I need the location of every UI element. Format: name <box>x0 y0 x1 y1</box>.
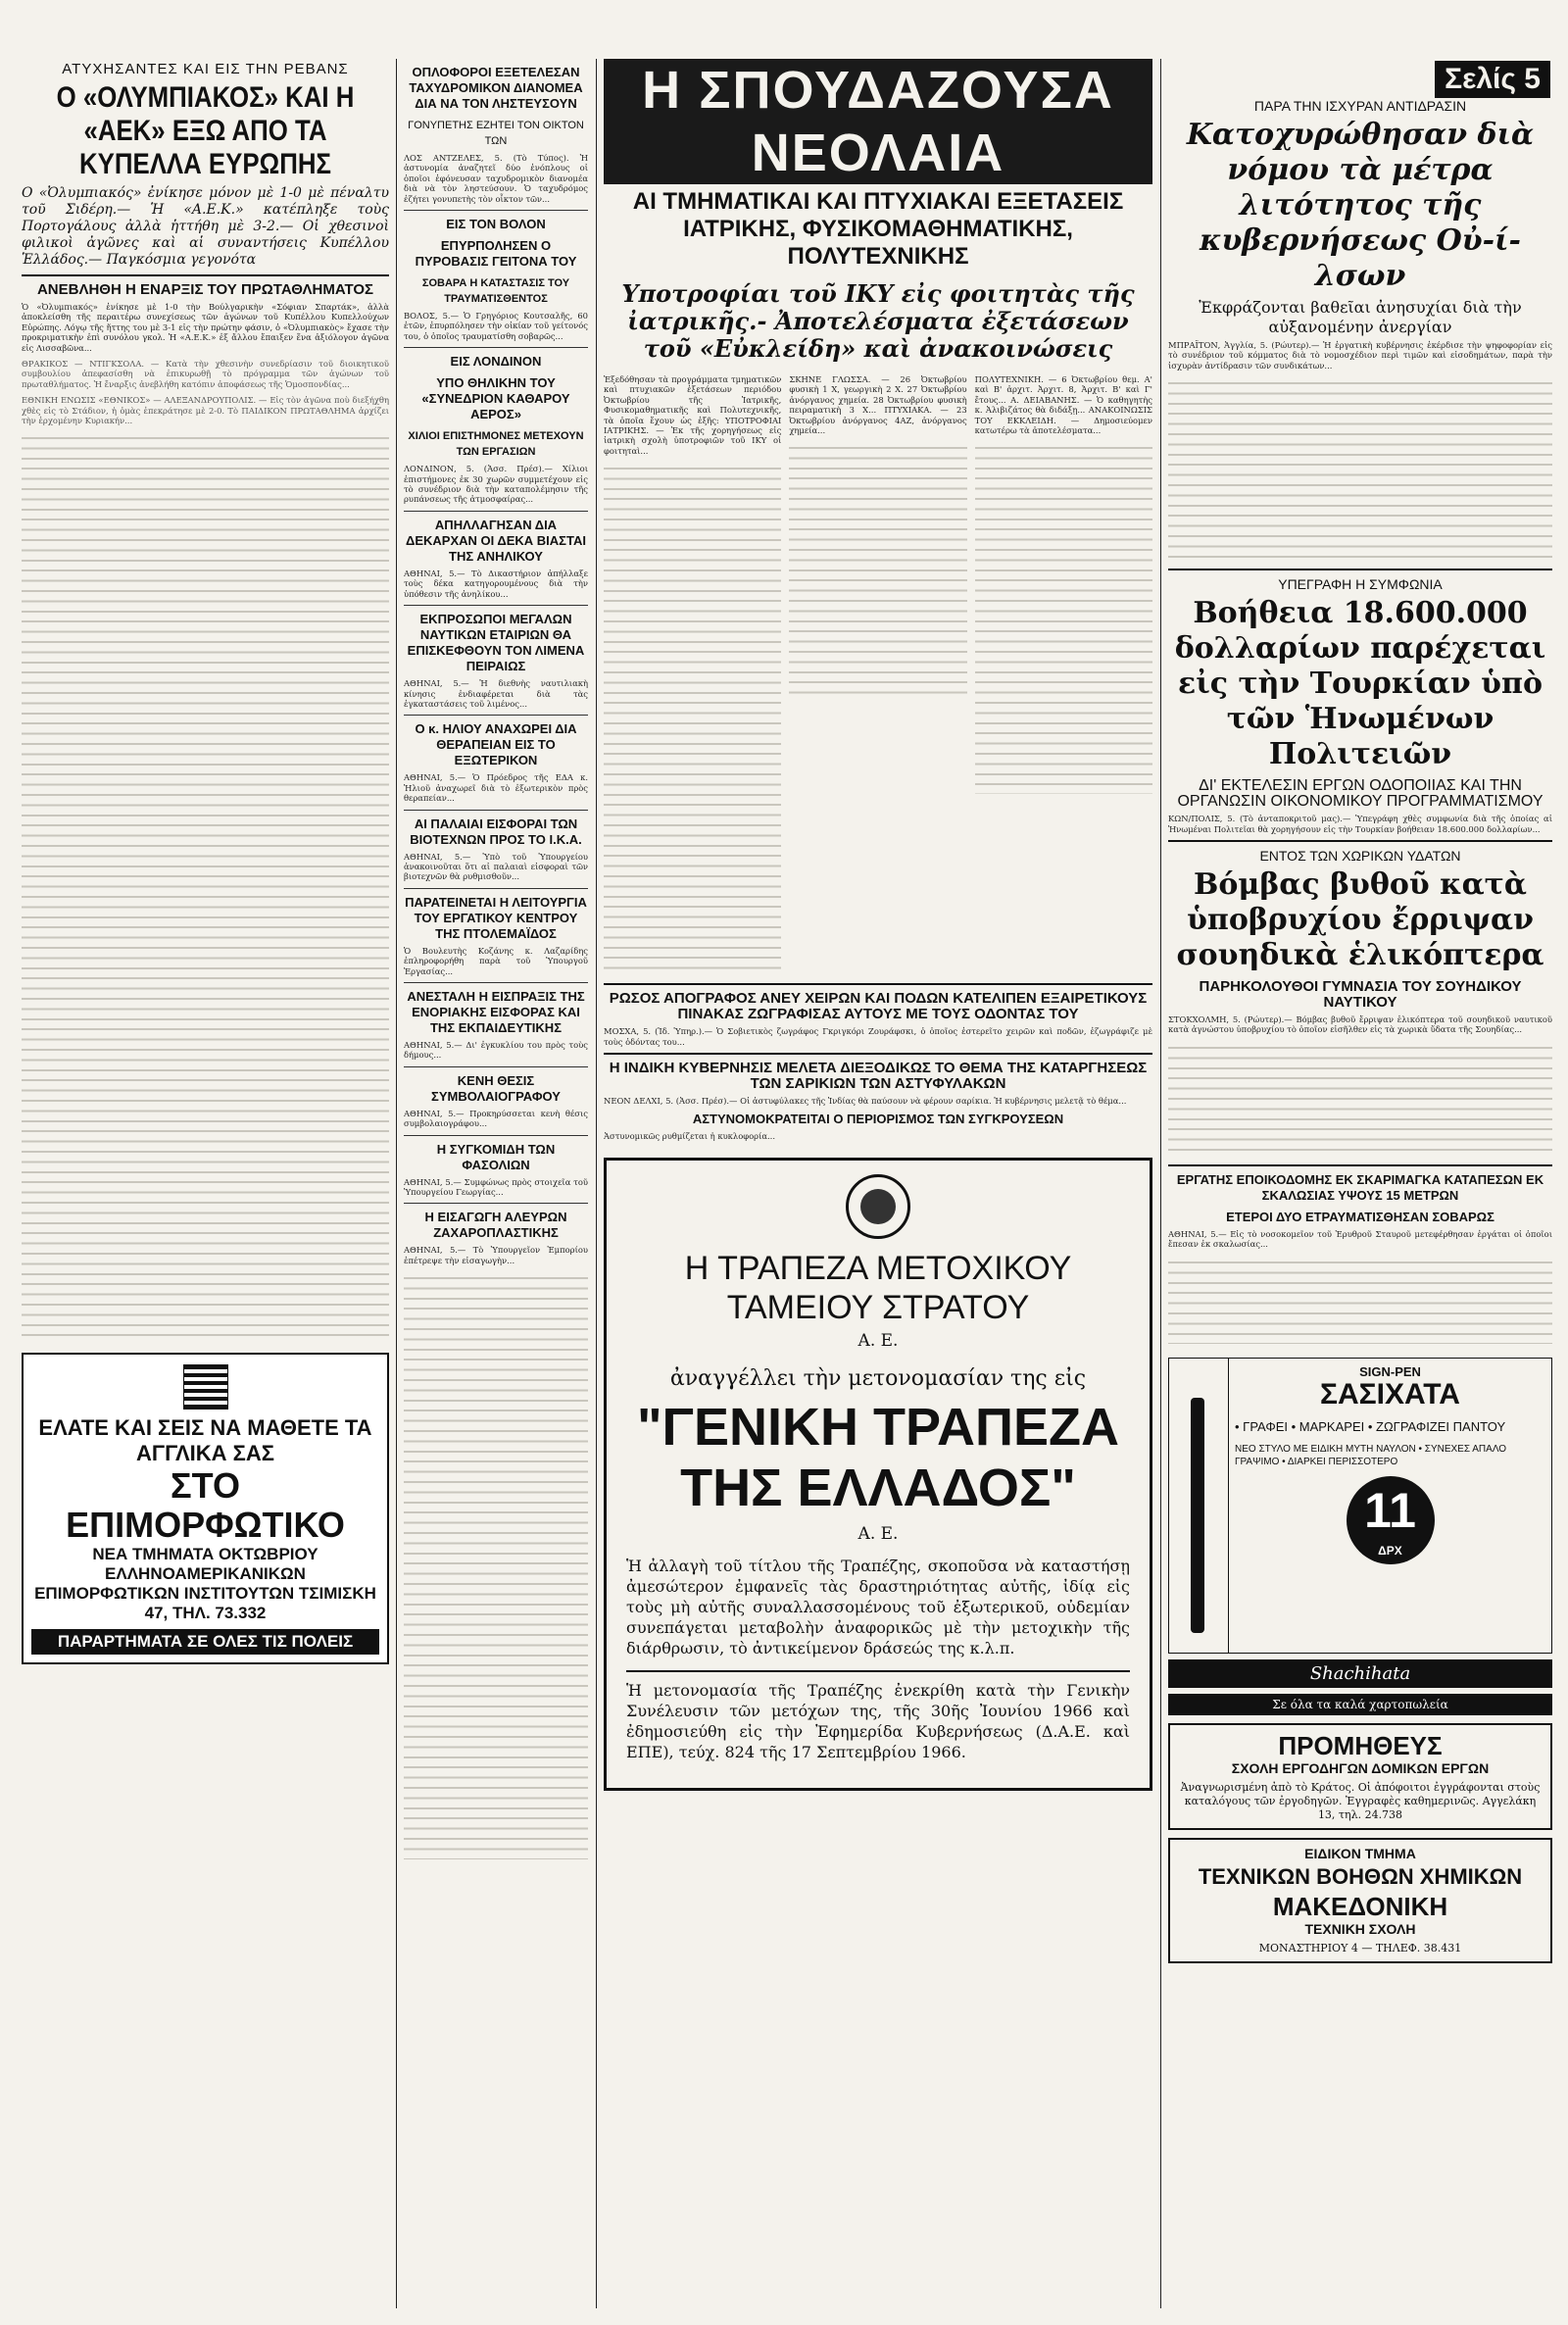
ad-title: ΠΡΟΜΗΘΕΥΣ <box>1278 1730 1443 1760</box>
divider <box>404 1203 588 1204</box>
pen-illustration <box>1169 1359 1229 1653</box>
article-body: ΜΠΡΑΪΤΟΝ, Ἀγγλία, 5. (Ρώυτερ).— Ἡ ἐργατικὴ κυβέρνησις ἐκέρδισε τὴν ψηφοφορίαν εἰς τὸ συνέδριον τοῦ κόμματος διὰ τὸ νομοσχέδιον περὶ τιμῶν καὶ εἰσοδημάτων, παρὰ τὴν ἰσχυρὰν ἀντίδρασιν τῶν συνδικάτων... <box>1168 340 1552 371</box>
divider <box>404 888 588 889</box>
article-body: ΚΩΝ/ΠΟΛΙΣ, 5. (Τὸ ἀνταποκριτοῦ μας).— Ὑπεγράφη χθὲς συμφωνία διὰ τῆς ὁποίας αἱ Ἡνωμέναι Πολιτεῖαι θὰ χορηγήσουν εἰς τὴν Τουρκίαν βοήθειαν 18.600.000 δολλαρίων... <box>1168 814 1552 834</box>
ad-bank-rename <box>604 1158 1152 1791</box>
ad-sign-pen <box>1168 1358 1552 1654</box>
divider <box>404 605 588 606</box>
article-body: ΕΘΝΙΚΗ ΕΝΩΣΙΣ «ΕΘΝΙΚΟΣ» — ΑΛΕΞΑΝΔΡΟΥΠΟΛΙΣ. — Εἰς τὸν ἀγῶνα ποὺ διεξήχθη χθὲς εἰς τὸ Στάδιον, ἡ ὁμὰς ἐπεκράτησε μὲ 2-0. Τὸ ΠΑΙΔΙΚΟΝ ΠΡΩΤΑΘΛΗΜΑ ἀρχίζει τὴν ἐρχομένην Κυριακήν... <box>22 395 389 426</box>
kicker: ΕΙΣ ΤΟΝ ΒΟΛΟΝ <box>446 217 546 232</box>
article-body: ΑΘΗΝΑΙ, 5.— Ὁ Πρόεδρος τῆς ΕΔΑ κ. Ἠλιοῦ ἀναχωρεῖ διὰ τὸ ἐξωτερικὸν πρὸς θεραπείαν... <box>404 772 588 804</box>
article-body: Ἐξεδόθησαν τὰ προγράμματα τμηματικῶν καὶ πτυχιακῶν ἐξετάσεων περιόδου Ὀκτωβρίου τῆς Ἰατρικῆς, Φυσικομαθηματικῆς καὶ Πολυτεχνικῆς, τὰ ὁποῖα ἔχουν ὡς ἑξῆς: ΥΠΟΤΡΟΦΙΑΙ ΙΑΤΡΙΚΗΣ. — Ἐκ τῆς χορηγήσεως εἰς ἰατρικὴ σχολὴ ὑποτροφιῶν τοῦ ΙΚΥ οἱ φοιτηταὶ... <box>604 374 782 456</box>
divider <box>404 810 588 811</box>
divider <box>404 511 588 512</box>
article-body: ΘΡΑΚΙΚΟΣ — ΝΤΙΓΚΣΟΛΑ. — Κατὰ τὴν χθεσινὴν συνεδρίασιν τοῦ διοικητικοῦ συμβουλίου ἀπεφασίσθη νὰ ἐπικυρωθῇ τὸ πρόγραμμα τῶν ἀγώνων τοῦ πρωταθλήματος. Ἡ ἔναρξις ἀνεβλήθη κατόπιν ἀποφάσεως τῆς Ὁμοσπονδίας... <box>22 359 389 389</box>
article-body: ΑΘΗΝΑΙ, 5.— Τὸ Δικαστήριον ἀπήλλαξε τοὺς δέκα κατηγορουμένους διὰ τὴν ὑπόθεσιν τῆς ἀνηλίκου... <box>404 568 588 599</box>
divider <box>404 715 588 716</box>
headline: Ο κ. ΗΛΙΟΥ ΑΝΑΧΩΡΕΙ ΔΙΑ ΘΕΡΑΠΕΙΑΝ ΕΙΣ ΤΟ ΕΞΩΤΕΡΙΚΟΝ <box>415 721 577 768</box>
divider <box>404 1135 588 1136</box>
divider <box>1168 1164 1552 1166</box>
ad-list: • ΓΡΑΦΕΙ • ΜΑΡΚΑΡΕΙ • ΖΩΓΡΑΦΙΖΕΙ ΠΑΝΤΟΥ <box>1235 1418 1506 1434</box>
headline: ΠΑΡΑΤΕΙΝΕΤΑΙ Η ΛΕΙΤΟΥΡΓΙΑ ΤΟΥ ΕΡΓΑΤΙΚΟΥ ΚΕΝΤΡΟΥ ΤΗΣ ΠΤΟΛΕΜΑΪΔΟΣ <box>405 894 587 941</box>
divider <box>404 1066 588 1067</box>
article-text-block <box>789 441 966 696</box>
column-sports <box>22 59 389 2308</box>
article-text-block <box>1168 1256 1552 1344</box>
article-body: ΠΟΛΥΤΕΧΝΙΚΗ. — 6 Ὀκτωβρίου θεμ. Α' καὶ Β' ἀρχιτ. Ἀρχιτ. 8, Ἀρχιτ. Β' καὶ Γ' ἔτους... Α. ΔΕΙΑΒΑΝΗΣ. — Ὁ καθηγητὴς κ. Ἀλιβιζάτος θὰ διδάξῃ... ΑΝΑΚΟΙΝΩΣΙΣ ΤΟΥ ΕΚΚΛΕΙΔΗ. — Δημοσιεύομεν κατωτέρω τὰ ἀποτελέσματα... <box>974 374 1152 436</box>
article-body: ΑΘΗΝΑΙ, 5.— Ἡ διεθνὴς ναυτιλιακὴ κίνησις ἐνδιαφέρεται διὰ τὰς ἐγκαταστάσεις τοῦ λιμένος... <box>404 678 588 709</box>
article-body: ΑΘΗΝΑΙ, 5.— Εἰς τὸ νοσοκομεῖον τοῦ Ἐρυθροῦ Σταυροῦ μετεφέρθησαν ἐργάται οἱ ὁποῖοι ἔπεσαν ἐκ σκαλωσίας... <box>1168 1228 1552 1250</box>
ad-line: ΝΕΑ ΤΜΗΜΑΤΑ ΟΚΤΩΒΡΙΟΥ ΕΛΛΗΝΟΑΜΕΡΙΚΑΝΙΚΩΝ ΕΠΙΜΟΡΦΩΤΙΚΩΝ ΙΝΣΤΙΤΟΥΤΩΝ ΤΣΙΜΙΣΚΗ 47, ΤΗΛ. 73.332 <box>34 1545 376 1623</box>
ad-new-bank-name: "ΓΕΝΙΚΗ ΤΡΑΠΕΖΑ ΤΗΣ ΕΛΛΑΔΟΣ" <box>636 1397 1120 1517</box>
article-text-block <box>604 462 781 971</box>
kicker: ΕΙΣ ΛΟΝΔΙΝΟΝ <box>450 354 542 370</box>
ad-subtitle: ΣΧΟΛΗ ΕΡΓΟΔΗΓΩΝ ΔΟΜΙΚΩΝ ΕΡΓΩΝ <box>1231 1759 1490 1776</box>
divider <box>22 274 389 276</box>
article-text-block <box>22 431 389 1343</box>
article-body: ΑΘΗΝΑΙ, 5.— Ὑπὸ τοῦ Ὑπουργείου ἀνακοινοῦται ὅτι αἱ παλαιαὶ εἰσφοραὶ τῶν βιοτεχνῶν θὰ ρυθμισθοῦν... <box>404 851 588 882</box>
column-rule <box>1160 59 1161 2308</box>
price-unit: ΔΡΧ <box>1378 1543 1402 1558</box>
pen-icon <box>1191 1398 1204 1633</box>
ad-title: ΣΤΟ ΕΠΙΜΟΡΦΩΤΙΚΟ <box>66 1465 345 1546</box>
ad-title: ΤΕΧΝΙΚΩΝ ΒΟΗΘΩΝ ΧΗΜΙΚΩΝ <box>1198 1863 1523 1889</box>
headline: ΕΠΥΡΠΟΛΗΣΕΝ Ο ΠΥΡΟΒΑΣΙΣ ΓΕΙΤΟΝΑ ΤΟΥ <box>415 238 577 270</box>
ad-footer: ΠΑΡΑΡΤΗΜΑΤΑ ΣΕ ΟΛΕΣ ΤΙΣ ΠΟΛΕΙΣ <box>31 1629 379 1655</box>
price-badge <box>1347 1476 1435 1564</box>
headline: ΟΠΛΟΦΟΡΟΙ ΕΞΕΤΕΛΕΣΑΝ ΤΑΧΥΔΡΟΜΙΚΟΝ ΔΙΑΝΟΜΕΑ ΔΙΑ ΝΑ ΤΟΝ ΛΗΣΤΕΥΣΟΥΝ <box>409 65 583 111</box>
ad-paragraph: Ἡ μετονομασία τῆς Τραπέζης ἐνεκρίθη κατὰ τὴν Γενικὴν Συνέλευσιν τῶν μετόχων της, τῆς 30ῆς Ἰουνίου 1966 καὶ ἐδημοσιεύθη εἰς τὴν Ἐφημερίδα Κυβερνήσεως (Δ.Α.Ε. καὶ ΕΠΕ), τεύχ. 824 τῆς 17 Σεπτεμβρίου 1966. <box>626 1670 1130 1762</box>
divider <box>604 1053 1152 1055</box>
article-text-block <box>975 441 1152 794</box>
article-body: ΑΘΗΝΑΙ, 5.— Συμφώνως πρὸς στοιχεῖα τοῦ Ὑπουργείου Γεωργίας... <box>404 1176 588 1197</box>
ad-suffix: Α. Ε. <box>858 1523 899 1544</box>
kicker: ΥΠΕΓΡΑΦΗ Η ΣΥΜΦΩΝΙΑ <box>1278 576 1443 593</box>
sub-headline: ΧΙΛΙΟΙ ΕΠΙΣΤΗΜΟΝΕΣ ΜΕΤΕΧΟΥΝ ΤΩΝ ΕΡΓΑΣΙΩΝ <box>408 430 584 459</box>
kicker: ΕΝΤΟΣ ΤΩΝ ΧΩΡΙΚΩΝ ΥΔΑΤΩΝ <box>1259 848 1461 865</box>
ad-paragraph: Ἡ ἀλλαγὴ τοῦ τίτλου τῆς Τραπέζης, σκοποῦσα νὰ καταστήσῃ ἀμεσώτερον ἐμφανεῖς τὰς δραστηριότητας αὐτῆς, ἰδίᾳ εἰς τοὺς μὴ αὐτῆς συναλλασσομένους τοῦ ἐξωτερικοῦ, οὐδεμίαν συνεπάγεται μεταβολὴν ἀναφορικῶς μὲ τὴν μετοχικὴν τῆς διάρθρωσιν, τὸ ἀντικείμενον δράσεώς της κ.λ.π. <box>626 1556 1130 1657</box>
headline: Η ΣΥΓΚΟΜΙΔΗ ΤΩΝ ΦΑΣΟΛΙΩΝ <box>436 1141 556 1172</box>
headline: ΑΙ ΠΑΛΑΙΑΙ ΕΙΣΦΟΡΑΙ ΤΩΝ ΒΙΟΤΕΧΝΩΝ ΠΡΟΣ ΤΟ Ι.Κ.Α. <box>410 816 582 847</box>
kicker: ΓΟΝΥΠΕΤΗΣ ΕΖΗΤΕΙ ΤΟΝ ΟΙΚΤΟΝ ΤΩΝ <box>408 120 584 147</box>
sub-headline: ΠΑΡΗΚΟΛΟΥΘΟΙ ΓΥΜΝΑΣΙΑ ΤΟΥ ΣΟΥΗΔΙΚΟΥ ΝΑΥΤΙΚΟΥ <box>1199 978 1522 1012</box>
headline-russian-painter: ΡΩΣΟΣ ΑΠΟΓΡΑΦΟΣ ΑΝΕΥ ΧΕΙΡΩΝ ΚΑΙ ΠΟΔΩΝ ΚΑΤΕΛΙΠΕΝ ΕΞΑΙΡΕΤΙΚΟΥΣ ΠΙΝΑΚΑΣ ΖΩΓΡΑΦΙΣΑΣ ΑΥΤΟΥΣ ΜΕ ΤΟΥΣ ΟΔΟΝΤΑΣ ΤΟΥ <box>609 990 1148 1023</box>
ad-school-name: ΜΑΚΕΔΟΝΙΚΗ <box>1272 1891 1448 1921</box>
article-body: ΜΟΣΧΑ, 5. (Ἰδ. Ὑπηρ.).— Ὁ Σοβιετικὸς ζωγράφος Γκριγκόρι Ζουράφσκι, ὁ ὁποῖος ἐστερεῖτο χειρῶν καὶ ποδῶν, ἐζωγράφιζε μὲ τοὺς ὀδόντας του... <box>604 1026 1152 1047</box>
article-text-block <box>404 1271 588 1859</box>
sub-headline: ΑΝΕΒΛΗΘΗ Η ΕΝΑΡΞΙΣ ΤΟΥ ΠΡΩΤΑΘΛΗΜΑΤΟΣ <box>36 281 374 298</box>
column-world-news <box>1168 59 1552 2308</box>
sub-headline: ΣΟΒΑΡΑ Η ΚΑΤΑΣΤΑΣΙΣ ΤΟΥ ΤΡΑΥΜΑΤΙΣΘΕΝΤΟΣ <box>421 277 570 306</box>
price-value: 11 <box>1364 1482 1416 1538</box>
article-body: ΣΤΟΚΧΟΛΜΗ, 5. (Ρώυτερ).— Βόμβας βυθοῦ ἔρριψαν ἑλικόπτερα τοῦ σουηδικοῦ ναυτικοῦ κατὰ ἀγνώστου ὑποβρυχίου τὸ ὁποῖον εἰσῆλθεν εἰς τὰ χωρικὰ ὕδατα τῆς Σουηδίας... <box>1168 1014 1552 1035</box>
article-body: ΣΚΗΝΕ ΓΛΩΣΣΑ. — 26 Ὀκτωβρίου φυσικὴ 1 Χ, γεωργικὴ 2 Χ. 27 Ὀκτωβρίου ἀνόργανος χημεία. 28 Ὀκτωβρίου φυσικὴ πειραματικὴ 3 Χ... ΠΤΥΧΙΑΚΑ. — 23 Ὀκτωβρίου ἀνόργανος 4ΑΖ, ἀνόργανος χημεία... <box>789 374 967 436</box>
article-body: Ὁ «Ὀλυμπιακός» ἐνίκησε μὲ 1-0 τὴν Βούλγαρικὴν «Σόφιαν Σπαρτάκ», ἀλλὰ ἀποκλείσθη τῆς περαιτέρω συνεχίσεως τῶν ἀγώνων τοῦ Κυπέλλου Κυπελλούχων Εὐρώπης. Λόγῳ τῆς ἥττης του μὲ 3-1 εἰς τὴν πρώτην φάσιν, ὁ «Ὀλυμπιακὸς» ἔχασε τὴν προκριματικὴν ἐπὶ συνόλου γκολ. Ἡ «Α.Ε.Κ.» ἐξ ἄλλου ἔπαιξεν ἕνα ἀξιόλογον ἀγῶνα εἰς Λισσαβῶνα... <box>22 302 389 353</box>
article-body: ΛΟΣ ΑΝΤΖΕΛΕΣ, 5. (Τὸ Τύπος). Ἡ ἀστυνομία ἀναζητεῖ δύο ἐνόπλους οἱ ὁποῖοι ἐφόνευσαν ταχυδρομικὸν διανομέα διὰ νὰ τὸν ληστεύσουν. Ὁ ταχυδρόμος ἐζήτει γονυπετὴς τὸν οἶκτον τῶν... <box>404 153 588 204</box>
kicker: ΑΤΥΧΗΣΑΝΤΕΣ ΚΑΙ ΕΙΣ ΤΗΝ ΡΕΒΑΝΣ <box>62 61 349 77</box>
divider <box>1168 840 1552 842</box>
headline-turkey-aid: Βοήθεια 18.600.000 δολλαρίων παρέχεται εἰς τὴν Τουρκίαν ὑπὸ τῶν Ἡνωμένων Πολιτειῶν <box>1174 596 1546 772</box>
divider <box>404 347 588 348</box>
flag-icon <box>183 1364 228 1410</box>
bank-seal-icon <box>846 1174 910 1239</box>
lede: Ο «Ὀλυμπιακός» ἐνίκησε μόνον μὲ 1-0 μὲ πέναλτυ τοῦ Σιδέρη.— Ἡ «Α.Ε.Κ.» κατέπληξε τοὺς Πορτογάλους ἀλλὰ ἡττήθη μὲ 3-2.— Οἱ χθεσινοὶ φιλικοὶ ἀγῶνες καὶ αἱ συναντήσεις Κυπέλλου Ἑλλάδος.— Παγκόσμια γεγονότα <box>22 185 389 268</box>
page-number-tag: Σελίς 5 <box>1435 61 1550 98</box>
headline-india: Η ΙΝΔΙΚΗ ΚΥΒΕΡΝΗΣΙΣ ΜΕΛΕΤΑ ΔΙΕΞΟΔΙΚΩΣ ΤΟ ΘΕΜΑ ΤΗΣ ΚΑΤΑΡΓΗΣΕΩΣ ΤΩΝ ΣΑΡΙΚΙΩΝ ΤΩΝ ΑΣΤΥΦΥΛΑΚΩΝ <box>609 1060 1148 1093</box>
ad-kicker: ΕΙΔΙΚΟΝ ΤΜΗΜΑ <box>1304 1845 1416 1861</box>
column-rule <box>596 59 597 2308</box>
column-rule <box>396 59 397 2308</box>
headline-swedish-helicopters: Βόμβας βυθοῦ κατὰ ὑποβρυχίου ἔρριψαν σουηδικὰ ἑλικόπτερα <box>1176 867 1544 973</box>
column-news-briefs <box>404 59 588 2308</box>
ad-address: ΜΟΝΑΣΤΗΡΙΟΥ 4 — ΤΗΛΕΦ. 38.431 <box>1258 1941 1462 1954</box>
ad-makedoniki-school <box>1168 1838 1552 1963</box>
sub-headline: ΕΤΕΡΟΙ ΔΥΟ ΕΤΡΑΥΜΑΤΙΣΘΗΣΑΝ ΣΟΒΑΡΩΣ <box>1226 1209 1494 1224</box>
ad-suffix: Α. Ε. <box>858 1330 899 1351</box>
headline: Η ΕΙΣΑΓΩΓΗ ΑΛΕΥΡΩΝ ΖΑΧΑΡΟΠΛΑΣΤΙΚΗΣ <box>424 1210 567 1241</box>
article-body: Ἀστυνομικῶς ρυθμίζεται ἡ κυκλοφορία... <box>604 1131 776 1142</box>
headline: ΑΣΤΥΝΟΜΟΚΡΑΤΕΙΤΑΙ Ο ΠΕΡΙΟΡΙΣΜΟΣ ΤΩΝ ΣΥΓΚΡΟΥΣΕΩΝ <box>692 1112 1064 1127</box>
headline: ΑΠΗΛΛΑΓΗΣΑΝ ΔΙΑ ΔΕΚΑΡΧΑΝ ΟΙ ΔΕΚΑ ΒΙΑΣΤΑΙ ΤΗΣ ΑΝΗΛΙΚΟΥ <box>406 517 586 564</box>
headline: ΑΝΕΣΤΑΛΗ Η ΕΙΣΠΡΑΞΙΣ ΤΗΣ ΕΝΟΡΙΑΚΗΣ ΕΙΣΦΟΡΑΣ ΚΑΙ ΤΗΣ ΕΚΠΑΙΔΕΥΤΙΚΗΣ <box>407 988 585 1035</box>
ad-bank-name: Η ΤΡΑΠΕΖΑ ΜΕΤΟΧΙΚΟΥ ΤΑΜΕΙΟΥ ΣΤΡΑΤΟΥ <box>684 1249 1072 1326</box>
ad-footer: Σε όλα τα καλά χαρτοπωλεία <box>1168 1694 1552 1715</box>
article-body: ΑΘΗΝΑΙ, 5.— Τὸ Ὑπουργεῖον Ἐμπορίου ἐπέτρεψε τὴν εἰσαγωγὴν... <box>404 1245 588 1265</box>
section-headline: Υποτροφίαι τοῦ ΙΚΥ εἰς φοιτητὰς τῆς ἰατρικῆς.- Ἀποτελέσματα ἐξετάσεων τοῦ «Εὐκλείδη» καὶ ἀνακοινώσεις <box>621 279 1135 363</box>
ad-english-school <box>22 1353 389 1664</box>
article-body: ΒΟΛΟΣ, 5.— Ὁ Γρηγόριος Κουτσαλῆς, 60 ἐτῶν, ἐπυρπόλησεν τὴν οἰκίαν τοῦ γείτονός του, ὁ ὁποῖος τραυματίσθη σοβαρῶς... <box>404 311 588 341</box>
ad-kicker: SIGN-PEN <box>1359 1363 1421 1379</box>
banner-subtitle: ΑΙ ΤΜΗΜΑΤΙΚΑΙ ΚΑΙ ΠΤΥΧΙΑΚΑΙ ΕΞΕΤΑΣΕΙΣ ΙΑΤΡΙΚΗΣ, ΦΥΣΙΚΟΜΑΘΗΜΑΤΙΚΗΣ, ΠΟΛΥΤΕΧΝΙΚΗΣ <box>632 188 1124 270</box>
divider <box>1168 569 1552 570</box>
ad-prometheus-school <box>1168 1723 1552 1830</box>
headline: ΚΕΝΗ ΘΕΣΙΣ ΣΥΜΒΟΛΑΙΟΓΡΑΦΟΥ <box>431 1072 561 1104</box>
ad-line: ἀναγγέλλει τὴν μετονομασίαν της εἰς <box>669 1365 1087 1391</box>
article-body: Ὁ Βουλευτὴς Κοζάνης κ. Λαζαρίδης ἐπληροφορήθη παρὰ τοῦ Ὑπουργοῦ Ἐργασίας... <box>404 945 588 976</box>
ad-subtitle: ΤΕΧΝΙΚΗ ΣΧΟΛΗ <box>1304 1920 1416 1937</box>
headline-worker-fall: ΕΡΓΑΤΗΣ ΕΠΟΙΚΟΔΟΜΗΣ ΕΚ ΣΚΑΡΙΜΑΓΚΑ ΚΑΤΑΠΕΣΩΝ ΕΚ ΣΚΑΛΩΣΙΑΣ ΥΨΟΥΣ 15 ΜΕΤΡΩΝ <box>1176 1171 1544 1203</box>
brand-logo: Shachihata <box>1168 1659 1552 1688</box>
ad-title: ΣΑΣΙΧΑΤΑ <box>1320 1377 1460 1410</box>
column-student-youth <box>604 59 1152 2308</box>
section-banner: Η ΣΠΟΥΔΑΖΟΥΣΑ ΝΕΟΛΑΙΑ <box>604 59 1152 184</box>
divider <box>404 982 588 983</box>
article-body: ΑΘΗΝΑΙ, 5.— Δι' ἐγκυκλίου του πρὸς τοὺς δήμους... <box>404 1039 588 1061</box>
headline: ΕΚΠΡΟΣΩΠΟΙ ΜΕΓΑΛΩΝ ΝΑΥΤΙΚΩΝ ΕΤΑΙΡΙΩΝ ΘΑ ΕΠΙΣΚΕΦΘΟΥΝ ΤΟΝ ΛΙΜΕΝΑ ΠΕΙΡΑΙΩΣ <box>407 612 585 674</box>
sub-headline: Ἐκφράζονται βαθεῖαι ἀνησυχίαι διὰ τὴν αὐξανομένην ἀνεργίαν <box>1199 298 1522 336</box>
headline-olympiakos: Ο «ΟΛΥΜΠΙΑΚΟΣ» ΚΑΙ Η «ΑΕΚ» ΕΞΩ ΑΠΟ ΤΑ ΚΥΠΕΛΛΑ ΕΥΡΩΠΗΣ <box>56 81 355 180</box>
article-body: ΛΟΝΔΙΝΟΝ, 5. (Ἀσσ. Πρέσ).— Χίλιοι ἐπιστήμονες ἐκ 30 χωρῶν συμμετέχουν εἰς τὸ συνέδριον διὰ τὴν καταπολέμησιν τῆς ρυπάνσεως τῆς ἀτμοσφαίρας... <box>404 464 588 505</box>
ad-features: ΝΕΟ ΣΤΥΛΟ ΜΕ ΕΙΔΙΚΗ ΜΥΤΗ ΝΑΥΛΟΝ • ΣΥΝΕΧΕΣ ΑΠΑΛΟ ΓΡΑΨΙΜΟ • ΔΙΑΡΚΕΙ ΠΕΡΙΣΣΟΤΕΡΟ <box>1235 1443 1507 1467</box>
divider <box>404 210 588 211</box>
kicker: ΠΑΡΑ ΤΗΝ ΙΣΧΥΡΑΝ ΑΝΤΙΔΡΑΣΙΝ <box>1253 98 1467 114</box>
headline: ΥΠΟ ΘΗΛΙΚΗΝ ΤΟΥ «ΣΥΝΕΔΡΙΟΝ ΚΑΘΑΡΟΥ ΑΕΡΟΣ» <box>421 375 570 422</box>
article-text-block <box>1168 1041 1552 1159</box>
article-text-block <box>1168 376 1552 563</box>
article-body: ΑΘΗΝΑΙ, 5.— Προκηρύσσεται κενὴ θέσις συμβολαιογράφου... <box>404 1108 588 1129</box>
sub-headline: ΔΙ' ΕΚΤΕΛΕΣΙΝ ΕΡΓΩΝ ΟΔΟΠΟΙΙΑΣ ΚΑΙ ΤΗΝ ΟΡΓΑΝΩΣΙΝ ΟΙΚΟΝΟΜΙΚΟΥ ΠΡΟΓΡΑΜΜΑΤΙΣΜΟΥ <box>1177 777 1544 811</box>
ad-line: ΕΛΑΤΕ ΚΑΙ ΣΕΙΣ ΝΑ ΜΑΘΕΤΕ ΤΑ ΑΓΓΛΙΚΑ ΣΑΣ <box>38 1415 372 1466</box>
article-body: ΝΕΟΝ ΔΕΛΧΙ, 5. (Ἀσσ. Πρέσ).— Οἱ ἀστυφύλακες τῆς Ἰνδίας θὰ παύσουν νὰ φέρουν σαρίκια. Ἡ κυβέρνησις μελετᾷ τὸ θέμα... <box>604 1096 1127 1107</box>
headline-uk-austerity: Κατοχυρώθησαν διὰ νόμου τὰ μέτρα λιτότητος τῆς κυβερνήσεως Οὐ-ί-λσων <box>1186 118 1535 293</box>
ad-body: Ἀναγνωρισμένη ἀπὸ τὸ Κράτος. Οἱ ἀπόφοιτοι ἐγγράφονται στοὺς καταλόγους τῶν ἐργοδηγῶν. Ἐγγραφὲς καθημερινῶς. Αγγελάκη 13, τηλ. 24.738 <box>1180 1780 1541 1821</box>
divider <box>604 983 1152 985</box>
